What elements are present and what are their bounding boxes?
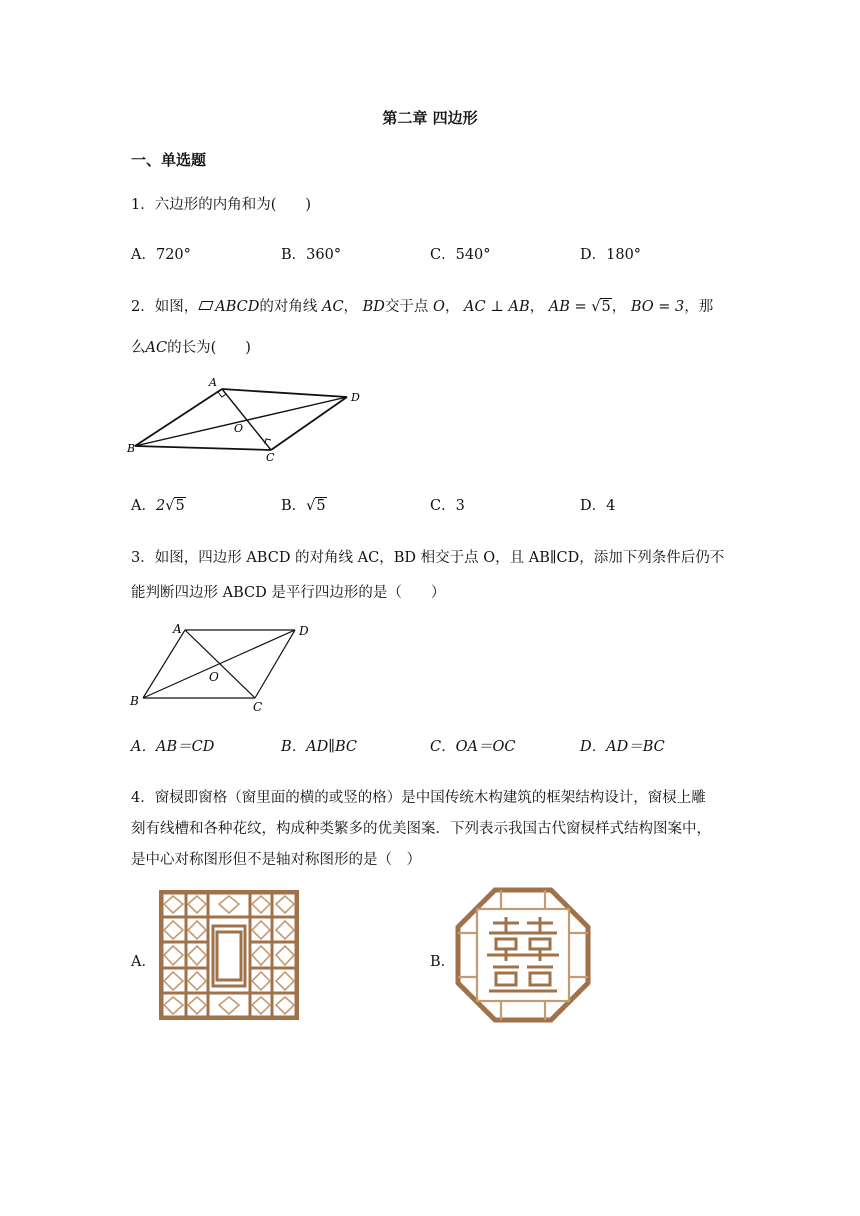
q4-stem-line1: 4．窗棂即窗格（窗里面的横的或竖的格）是中国传统木构建筑的框架结构设计，窗棂上雕 [131, 790, 706, 806]
q2-cross: 交于点 [384, 299, 429, 315]
q2-opt-a-coef: 2 [155, 498, 166, 514]
q4-stem-line3: 是中心对称图形但不是轴对称图形的是（ ） [131, 852, 421, 868]
q3-label-a: A [173, 622, 182, 636]
section-heading: 一、单选题 [131, 151, 207, 169]
q3-figure [125, 615, 325, 715]
q2-figure [125, 370, 375, 465]
q3-option-b: B．AD∥BC [281, 739, 357, 755]
q4-option-b-label: B． [430, 954, 456, 970]
q2-o: O [433, 299, 445, 315]
q2-line2a: 么 [131, 340, 146, 356]
q2-line2b: 的长为( ) [167, 340, 251, 356]
q2-perp: AC ⊥ AB [464, 299, 530, 315]
q2-option-c: C．3 [430, 498, 465, 514]
q2-label-a: A [209, 376, 217, 389]
q2-label-b: B [127, 442, 136, 455]
q3-label-d: D [299, 624, 309, 638]
q4-window-lattice-b [455, 887, 591, 1023]
q3-option-c: C．OA＝OC [430, 739, 516, 755]
q3-option-a: A．AB＝CD [131, 739, 215, 755]
page-title: 第二章 四边形 [382, 109, 478, 127]
q2-bd: BD [362, 299, 385, 315]
q2-stem-line1: 2．如图， ABCD的对角线 AC， BD交于点 O， AC ⊥ AB， AB = √5， BO = 3，那 [131, 299, 714, 315]
double-happiness-pattern [487, 917, 559, 991]
q2-prefix: 2．如图， [131, 299, 199, 315]
q3-label-c: C [253, 700, 263, 714]
q2-na: ，那 [684, 299, 714, 315]
q2-option-b: B．√5 [281, 498, 326, 514]
q3-option-d: D．AD＝BC [580, 739, 665, 755]
q1-option-a: A．720° [131, 247, 191, 263]
q4-option-a-label: A． [131, 954, 156, 970]
q2-stem-line2 [131, 336, 251, 357]
q4-stem-line2: 刻有线槽和各种花纹，构成种类繁多的优美图案．下列表示我国古代窗棂样式结构图案中， [131, 821, 711, 837]
q2-option-a: A．2√5 [131, 498, 185, 514]
q3-label-o: O [209, 670, 219, 684]
q1-option-b: B．360° [281, 247, 342, 263]
q2-bo: BO = 3 [630, 299, 685, 315]
q1-option-c: C．540° [430, 247, 491, 263]
q1-stem: 1．六边形的内角和为( ) [131, 197, 312, 213]
q2-option-d: D．4 [580, 498, 616, 514]
q2-mid: 的对角线 [259, 299, 318, 315]
q2-opt-a-root: 5 [175, 498, 185, 514]
q2-ac: AC [321, 299, 344, 315]
q3-stem-line2: 能判断四边形 ABCD 是平行四边形的是（ ） [131, 585, 446, 601]
q4-window-lattice-a [159, 890, 299, 1020]
parallelogram-symbol [199, 301, 214, 310]
q2-ac-2: AC [145, 340, 168, 356]
q2-label-c: C [266, 451, 275, 464]
q2-label-d: D [351, 391, 360, 404]
q3-stem-line1: 3．如图，四边形 ABCD 的对角线 AC，BD 相交于点 O，且 AB∥CD，添加下列条件后仍不 [131, 550, 725, 566]
q2-abcd: ABCD [215, 299, 260, 315]
q2-opt-b-root: 5 [316, 498, 326, 514]
q2-ab: AB = [548, 299, 587, 315]
q2-label-o: O [234, 422, 244, 435]
q3-label-b: B [130, 694, 139, 708]
q1-option-d: D．180° [580, 247, 642, 263]
q2-root5: 5 [601, 299, 611, 315]
